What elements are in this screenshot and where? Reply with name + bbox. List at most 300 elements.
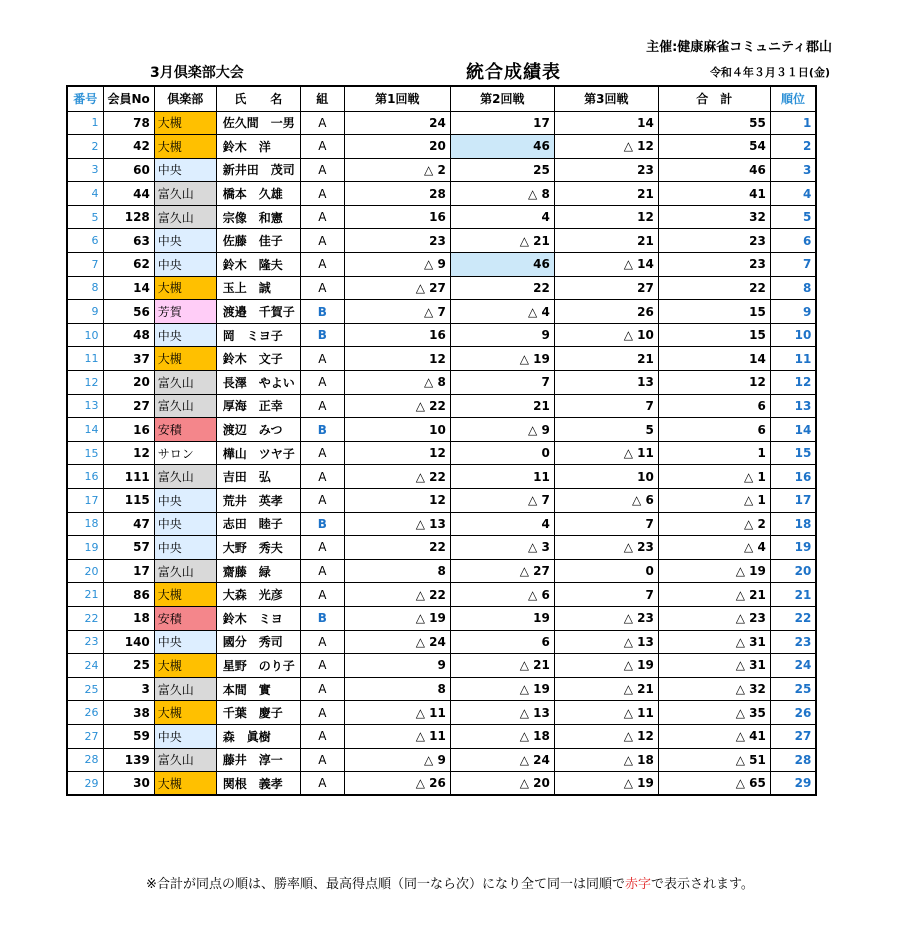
- club-name: 富久山: [154, 748, 216, 772]
- club-name: 富久山: [154, 205, 216, 229]
- row-number: 24: [67, 654, 103, 678]
- total-score: △ 65: [658, 772, 770, 796]
- round3-score: △ 12: [554, 135, 658, 159]
- table-row: [67, 606, 816, 630]
- row-number: 6: [67, 229, 103, 253]
- group-label: A: [300, 229, 344, 253]
- member-number: 139: [103, 748, 154, 772]
- rank-value: 3: [770, 158, 816, 182]
- player-name: 鈴木 文子: [216, 347, 300, 371]
- round1-score: △ 11: [344, 724, 450, 748]
- group-label: A: [300, 347, 344, 371]
- round1-score: 10: [344, 418, 450, 442]
- player-name: 鈴木 隆夫: [216, 253, 300, 277]
- rank-value: 27: [770, 724, 816, 748]
- player-name: 樺山 ツヤ子: [216, 441, 300, 465]
- round3-score: 27: [554, 276, 658, 300]
- row-number: 5: [67, 205, 103, 229]
- round3-score: 0: [554, 559, 658, 583]
- member-number: 44: [103, 182, 154, 206]
- club-name: 富久山: [154, 394, 216, 418]
- member-number: 12: [103, 441, 154, 465]
- round1-score: △ 26: [344, 772, 450, 796]
- player-name: 千葉 慶子: [216, 701, 300, 725]
- total-score: 41: [658, 182, 770, 206]
- col-header-total: 合 計: [658, 86, 770, 111]
- round1-score: 16: [344, 323, 450, 347]
- player-name: 玉上 誠: [216, 276, 300, 300]
- total-score: △ 4: [658, 536, 770, 560]
- club-name: 大槻: [154, 701, 216, 725]
- club-name: 富久山: [154, 559, 216, 583]
- row-number: 27: [67, 724, 103, 748]
- club-name: 富久山: [154, 182, 216, 206]
- round3-score: △ 23: [554, 536, 658, 560]
- row-number: 29: [67, 772, 103, 796]
- total-score: 46: [658, 158, 770, 182]
- round1-score: △ 27: [344, 276, 450, 300]
- player-name: 新井田 茂司: [216, 158, 300, 182]
- round1-score: △ 22: [344, 394, 450, 418]
- round2-score: △ 6: [450, 583, 554, 607]
- player-name: 岡 ミヨ子: [216, 323, 300, 347]
- round3-score: △ 19: [554, 772, 658, 796]
- round3-score: 12: [554, 205, 658, 229]
- group-label: A: [300, 253, 344, 277]
- rank-value: 4: [770, 182, 816, 206]
- round1-score: 23: [344, 229, 450, 253]
- table-row: [67, 300, 816, 324]
- col-header-round2: 第2回戦: [450, 86, 554, 111]
- round2-score: 4: [450, 205, 554, 229]
- group-label: B: [300, 300, 344, 324]
- rank-value: 14: [770, 418, 816, 442]
- member-number: 20: [103, 371, 154, 395]
- member-number: 14: [103, 276, 154, 300]
- total-score: 15: [658, 300, 770, 324]
- round2-score: △ 18: [450, 724, 554, 748]
- rank-value: 6: [770, 229, 816, 253]
- rank-value: 9: [770, 300, 816, 324]
- round1-score: 12: [344, 441, 450, 465]
- col-header-name: 氏 名: [216, 86, 300, 111]
- table-row: [67, 276, 816, 300]
- round3-score: △ 11: [554, 441, 658, 465]
- total-score: △ 19: [658, 559, 770, 583]
- round1-score: 28: [344, 182, 450, 206]
- total-score: 15: [658, 323, 770, 347]
- results-body: [67, 111, 816, 795]
- round3-score: △ 13: [554, 630, 658, 654]
- group-label: A: [300, 111, 344, 135]
- rank-value: 10: [770, 323, 816, 347]
- round3-score: 7: [554, 394, 658, 418]
- group-label: A: [300, 182, 344, 206]
- club-name: 大槻: [154, 583, 216, 607]
- total-score: △ 41: [658, 724, 770, 748]
- player-name: 佐藤 佳子: [216, 229, 300, 253]
- player-name: 藤井 淳一: [216, 748, 300, 772]
- round3-score: 21: [554, 182, 658, 206]
- table-row: [67, 489, 816, 513]
- round2-score: 46: [450, 135, 554, 159]
- organizer-label: 主催:健康麻雀コミュニティ郡山: [646, 40, 832, 55]
- player-name: 國分 秀司: [216, 630, 300, 654]
- player-name: 大野 秀夫: [216, 536, 300, 560]
- rank-value: 20: [770, 559, 816, 583]
- round3-score: △ 10: [554, 323, 658, 347]
- table-row: [67, 748, 816, 772]
- round2-score: 46: [450, 253, 554, 277]
- table-row: [67, 701, 816, 725]
- member-number: 27: [103, 394, 154, 418]
- row-number: 3: [67, 158, 103, 182]
- footnote-red-text: 赤字: [624, 877, 651, 892]
- player-name: 渡邉 千賀子: [216, 300, 300, 324]
- total-score: △ 35: [658, 701, 770, 725]
- group-label: A: [300, 772, 344, 796]
- round2-score: △ 24: [450, 748, 554, 772]
- col-header-member-no: 会員No: [103, 86, 154, 111]
- table-row: [67, 654, 816, 678]
- row-number: 11: [67, 347, 103, 371]
- round3-score: 21: [554, 229, 658, 253]
- col-header-round1: 第1回戦: [344, 86, 450, 111]
- total-score: 22: [658, 276, 770, 300]
- player-name: 佐久間 一男: [216, 111, 300, 135]
- round2-score: 21: [450, 394, 554, 418]
- rank-value: 12: [770, 371, 816, 395]
- table-row: [67, 559, 816, 583]
- club-name: 大槻: [154, 111, 216, 135]
- rank-value: 28: [770, 748, 816, 772]
- player-name: 関根 義孝: [216, 772, 300, 796]
- round3-score: △ 14: [554, 253, 658, 277]
- round2-score: 9: [450, 323, 554, 347]
- row-number: 19: [67, 536, 103, 560]
- total-score: △ 31: [658, 654, 770, 678]
- rank-value: 17: [770, 489, 816, 513]
- round1-score: 22: [344, 536, 450, 560]
- group-label: B: [300, 512, 344, 536]
- table-row: [67, 724, 816, 748]
- club-name: 富久山: [154, 371, 216, 395]
- round2-score: △ 13: [450, 701, 554, 725]
- row-number: 20: [67, 559, 103, 583]
- round1-score: △ 13: [344, 512, 450, 536]
- round3-score: 26: [554, 300, 658, 324]
- round2-score: 22: [450, 276, 554, 300]
- group-label: A: [300, 701, 344, 725]
- club-name: 中央: [154, 724, 216, 748]
- round1-score: 12: [344, 489, 450, 513]
- player-name: 橋本 久雄: [216, 182, 300, 206]
- member-number: 47: [103, 512, 154, 536]
- row-number: 26: [67, 701, 103, 725]
- rank-value: 18: [770, 512, 816, 536]
- total-score: 55: [658, 111, 770, 135]
- row-number: 2: [67, 135, 103, 159]
- member-number: 128: [103, 205, 154, 229]
- member-number: 86: [103, 583, 154, 607]
- row-number: 16: [67, 465, 103, 489]
- round1-score: △ 22: [344, 465, 450, 489]
- rank-value: 24: [770, 654, 816, 678]
- group-label: B: [300, 323, 344, 347]
- row-number: 21: [67, 583, 103, 607]
- round1-score: 8: [344, 677, 450, 701]
- club-name: 富久山: [154, 465, 216, 489]
- footnote-text-end: で表示されます。: [650, 877, 754, 892]
- round1-score: △ 9: [344, 748, 450, 772]
- player-name: 長澤 やよい: [216, 371, 300, 395]
- group-label: A: [300, 536, 344, 560]
- player-name: 星野 のり子: [216, 654, 300, 678]
- member-number: 48: [103, 323, 154, 347]
- rank-value: 29: [770, 772, 816, 796]
- total-score: 1: [658, 441, 770, 465]
- table-row: [67, 418, 816, 442]
- total-score: 32: [658, 205, 770, 229]
- round2-score: 25: [450, 158, 554, 182]
- group-label: B: [300, 606, 344, 630]
- round3-score: △ 23: [554, 606, 658, 630]
- round2-score: △ 3: [450, 536, 554, 560]
- row-number: 23: [67, 630, 103, 654]
- member-number: 16: [103, 418, 154, 442]
- club-name: 富久山: [154, 677, 216, 701]
- table-row: [67, 394, 816, 418]
- rank-value: 26: [770, 701, 816, 725]
- round2-score: 17: [450, 111, 554, 135]
- total-score: △ 2: [658, 512, 770, 536]
- total-score: 23: [658, 229, 770, 253]
- footnote: [0, 873, 900, 892]
- round2-score: △ 9: [450, 418, 554, 442]
- club-name: 安積: [154, 606, 216, 630]
- member-number: 115: [103, 489, 154, 513]
- player-name: 鈴木 ミヨ: [216, 606, 300, 630]
- rank-value: 8: [770, 276, 816, 300]
- rank-value: 1: [770, 111, 816, 135]
- table-row: [67, 111, 816, 135]
- row-number: 15: [67, 441, 103, 465]
- member-number: 17: [103, 559, 154, 583]
- round2-score: 7: [450, 371, 554, 395]
- row-number: 13: [67, 394, 103, 418]
- results-table: [66, 85, 817, 796]
- rank-value: 7: [770, 253, 816, 277]
- table-row: [67, 135, 816, 159]
- member-number: 30: [103, 772, 154, 796]
- total-score: △ 23: [658, 606, 770, 630]
- rank-value: 2: [770, 135, 816, 159]
- col-header-number: 番号: [67, 86, 103, 111]
- player-name: 鈴木 洋: [216, 135, 300, 159]
- rank-value: 25: [770, 677, 816, 701]
- round1-score: 20: [344, 135, 450, 159]
- round2-score: 0: [450, 441, 554, 465]
- table-row: [67, 371, 816, 395]
- club-name: 芳賀: [154, 300, 216, 324]
- table-row: [67, 772, 816, 796]
- member-number: 62: [103, 253, 154, 277]
- member-number: 38: [103, 701, 154, 725]
- group-label: A: [300, 489, 344, 513]
- total-score: 12: [658, 371, 770, 395]
- table-row: [67, 441, 816, 465]
- club-name: 中央: [154, 253, 216, 277]
- footnote-text: ※合計が同点の順は、勝率順、最高得点順（同一なら次）になり全て同一は同順で: [146, 877, 625, 892]
- club-name: 中央: [154, 229, 216, 253]
- round2-score: 6: [450, 630, 554, 654]
- player-name: 荒井 英孝: [216, 489, 300, 513]
- club-name: 大槻: [154, 276, 216, 300]
- round3-score: △ 6: [554, 489, 658, 513]
- group-label: A: [300, 724, 344, 748]
- round3-score: 7: [554, 583, 658, 607]
- table-row: [67, 229, 816, 253]
- group-label: A: [300, 371, 344, 395]
- round1-score: △ 22: [344, 583, 450, 607]
- round2-score: △ 19: [450, 347, 554, 371]
- player-name: 吉田 弘: [216, 465, 300, 489]
- row-number: 22: [67, 606, 103, 630]
- table-row: [67, 630, 816, 654]
- club-name: 中央: [154, 489, 216, 513]
- header-row: [67, 86, 816, 111]
- page-title: 統合成績表: [466, 62, 561, 83]
- row-number: 7: [67, 253, 103, 277]
- club-name: 大槻: [154, 135, 216, 159]
- table-row: [67, 205, 816, 229]
- round1-score: 8: [344, 559, 450, 583]
- row-number: 18: [67, 512, 103, 536]
- club-name: サロン: [154, 441, 216, 465]
- round3-score: △ 11: [554, 701, 658, 725]
- total-score: △ 1: [658, 465, 770, 489]
- group-label: A: [300, 559, 344, 583]
- rank-value: 5: [770, 205, 816, 229]
- row-number: 25: [67, 677, 103, 701]
- round2-score: △ 20: [450, 772, 554, 796]
- total-score: 6: [658, 394, 770, 418]
- player-name: 大森 光彦: [216, 583, 300, 607]
- row-number: 17: [67, 489, 103, 513]
- round2-score: 19: [450, 606, 554, 630]
- round3-score: △ 21: [554, 677, 658, 701]
- player-name: 齋藤 緑: [216, 559, 300, 583]
- player-name: 渡辺 みつ: [216, 418, 300, 442]
- table-row: [67, 583, 816, 607]
- club-name: 中央: [154, 158, 216, 182]
- group-label: A: [300, 276, 344, 300]
- group-label: A: [300, 630, 344, 654]
- member-number: 78: [103, 111, 154, 135]
- round1-score: △ 2: [344, 158, 450, 182]
- total-score: △ 31: [658, 630, 770, 654]
- round3-score: △ 19: [554, 654, 658, 678]
- round2-score: △ 7: [450, 489, 554, 513]
- member-number: 25: [103, 654, 154, 678]
- round3-score: 21: [554, 347, 658, 371]
- round2-score: △ 27: [450, 559, 554, 583]
- group-label: A: [300, 654, 344, 678]
- row-number: 14: [67, 418, 103, 442]
- round1-score: 12: [344, 347, 450, 371]
- rank-value: 13: [770, 394, 816, 418]
- round2-score: △ 21: [450, 229, 554, 253]
- round3-score: 7: [554, 512, 658, 536]
- player-name: 宗像 和憲: [216, 205, 300, 229]
- member-number: 57: [103, 536, 154, 560]
- round2-score: △ 8: [450, 182, 554, 206]
- club-name: 中央: [154, 630, 216, 654]
- row-number: 28: [67, 748, 103, 772]
- total-score: △ 51: [658, 748, 770, 772]
- rank-value: 16: [770, 465, 816, 489]
- group-label: A: [300, 394, 344, 418]
- total-score: △ 1: [658, 489, 770, 513]
- group-label: A: [300, 205, 344, 229]
- group-label: A: [300, 748, 344, 772]
- round1-score: △ 19: [344, 606, 450, 630]
- rank-value: 11: [770, 347, 816, 371]
- club-name: 中央: [154, 536, 216, 560]
- row-number: 9: [67, 300, 103, 324]
- player-name: 厚海 正幸: [216, 394, 300, 418]
- club-name: 大槻: [154, 347, 216, 371]
- member-number: 59: [103, 724, 154, 748]
- member-number: 60: [103, 158, 154, 182]
- club-name: 中央: [154, 323, 216, 347]
- total-score: △ 21: [658, 583, 770, 607]
- member-number: 63: [103, 229, 154, 253]
- rank-value: 22: [770, 606, 816, 630]
- row-number: 1: [67, 111, 103, 135]
- club-name: 中央: [154, 512, 216, 536]
- player-name: 志田 睦子: [216, 512, 300, 536]
- round3-score: 5: [554, 418, 658, 442]
- member-number: 111: [103, 465, 154, 489]
- table-row: [67, 253, 816, 277]
- col-header-club: 倶楽部: [154, 86, 216, 111]
- rank-value: 19: [770, 536, 816, 560]
- table-row: [67, 347, 816, 371]
- round3-score: △ 18: [554, 748, 658, 772]
- round3-score: 23: [554, 158, 658, 182]
- group-label: A: [300, 441, 344, 465]
- round2-score: △ 4: [450, 300, 554, 324]
- group-label: B: [300, 418, 344, 442]
- round1-score: △ 9: [344, 253, 450, 277]
- total-score: 54: [658, 135, 770, 159]
- round2-score: 4: [450, 512, 554, 536]
- col-header-group: 組: [300, 86, 344, 111]
- club-name: 安積: [154, 418, 216, 442]
- table-row: [67, 158, 816, 182]
- member-number: 56: [103, 300, 154, 324]
- rank-value: 15: [770, 441, 816, 465]
- group-label: A: [300, 465, 344, 489]
- round1-score: 16: [344, 205, 450, 229]
- table-row: [67, 512, 816, 536]
- round1-score: △ 24: [344, 630, 450, 654]
- rank-value: 21: [770, 583, 816, 607]
- row-number: 4: [67, 182, 103, 206]
- round1-score: △ 8: [344, 371, 450, 395]
- table-row: [67, 182, 816, 206]
